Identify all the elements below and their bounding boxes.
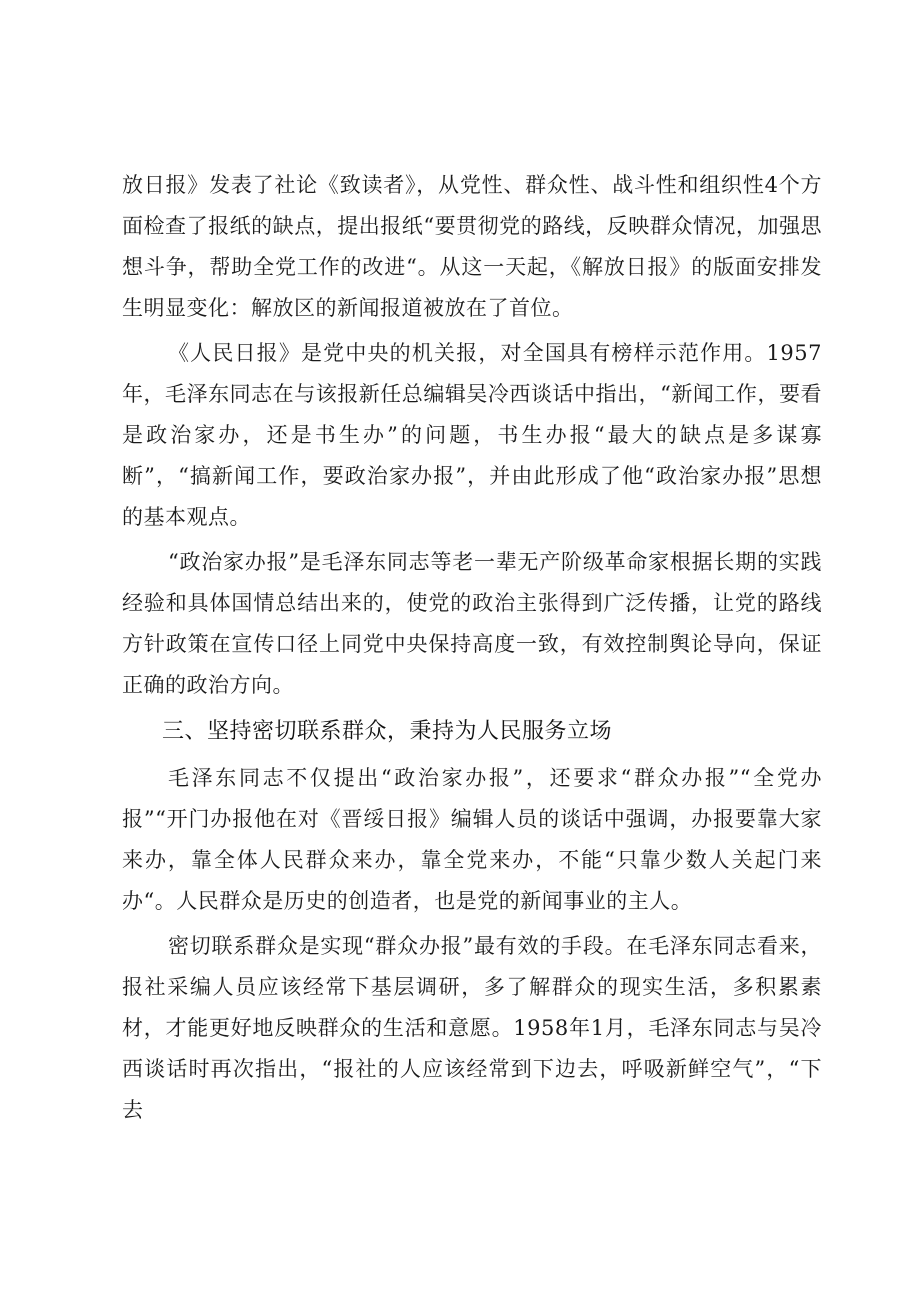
paragraph: “政治家办报”是毛泽东同志等老一辈无产阶级革命家根据长期的实践经验和具体国情总结出来的，使党的政治主张得到广泛传播，让党的路线方针政策在宣传口径上同党中央保持高度一致，有效控制舆论导向，保证正确的政治方向。 [122, 550, 822, 697]
paragraph: 密切联系群众是实现“群众办报”最有效的手段。在毛泽东同志看来，报社采编人员应该经常下基层调研，多了解群众的现实生活，多积累素材，才能更好地反映群众的生活和意愿。1958年1月，毛泽东同志与吴冷西谈话时再次指出，“报社的人应该经常到下边去，呼吸新鲜空气”，“下去 [122, 934, 822, 1122]
section-heading: 三、坚持密切联系群众，秉持为人民服务立场 [162, 719, 613, 744]
document-page [122, 165, 822, 1131]
paragraph-continued: 放日报》发表了社论《致读者》，从党性、群众性、战斗性和组织性4个方面检查了报纸的缺点，提出报纸“要贯彻党的路线，反映群众情况，加强思想斗争，帮助全党工作的改进“。从这一天起，《解放日报》的版面安排发生明显变化：解放区的新闻报道被放在了首位。 [122, 173, 822, 320]
paragraph: 毛泽东同志不仅提出“政治家办报”，还要求“群众办报”“全党办报”“开门办报他在对《晋绥日报》编辑人员的谈话中强调，办报要靠大家来办，靠全体人民群众来办，靠全党来办，不能“只靠少数人关起门来办“。人民群众是历史的创造者，也是党的新闻事业的主人。 [122, 766, 822, 913]
paragraph: 《人民日报》是党中央的机关报，对全国具有榜样示范作用。1957年，毛泽东同志在与该报新任总编辑吴冷西谈话中指出，“新闻工作，要看是政治家办，还是书生办”的问题，书生办报“最大的缺点是多谋寡断”，“搞新闻工作，要政治家办报”，并由此形成了他“政治家办报”思想的基本观点。 [122, 341, 822, 529]
